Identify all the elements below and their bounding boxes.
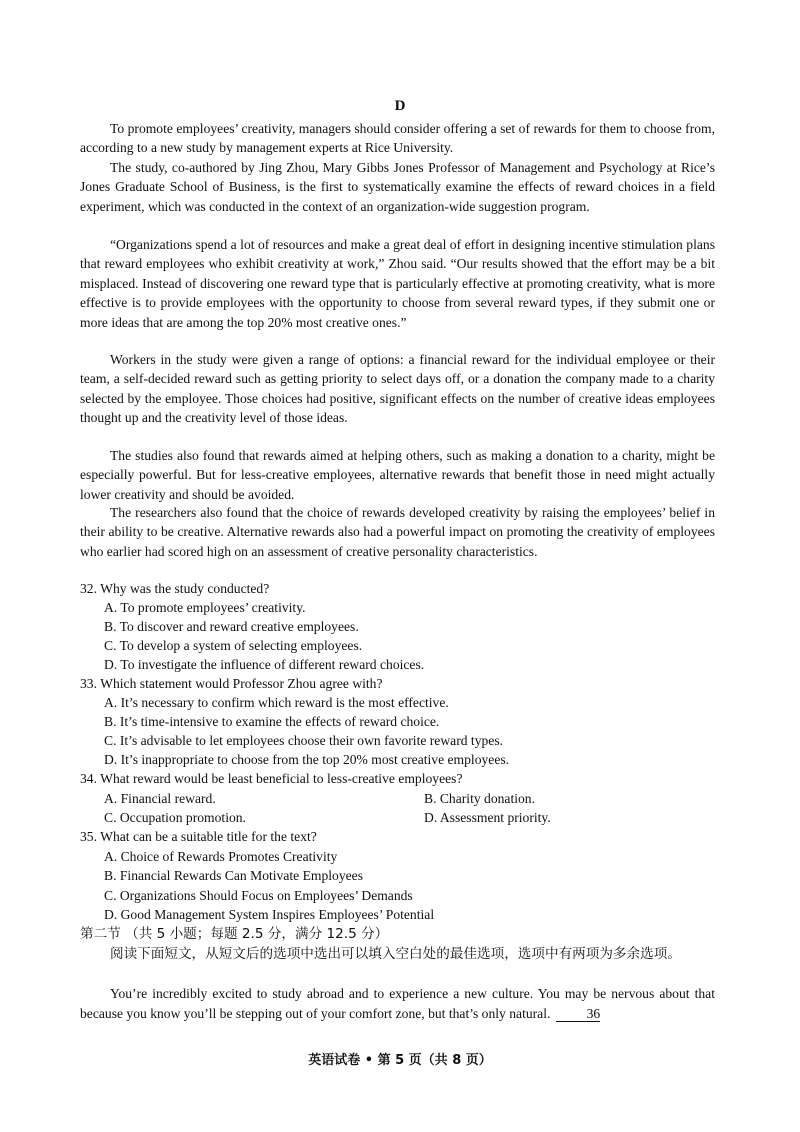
question-34-option-d: D. Assessment priority. — [424, 810, 551, 825]
section-2-heading: 第二节 （共 5 小题；每题 2.5 分，满分 12.5 分） — [80, 926, 389, 942]
question-33-option-a: A. It’s necessary to confirm which reward is the most effective. — [104, 695, 449, 710]
question-35-option-b: B. Financial Rewards Can Motivate Employees — [104, 868, 363, 883]
question-33-option-b: B. It’s time-intensive to examine the effects of reward choice. — [104, 714, 440, 729]
question-35-option-a: A. Choice of Rewards Promotes Creativity — [104, 849, 338, 864]
question-32-option-d: D. To investigate the influence of different reward choices. — [104, 657, 425, 672]
passage-paragraph-4: Workers in the study were given a range of options: a financial reward for the individual employee or their team, a self-decided reward such as getting priority to select days off, or a donation the company made to a charity selected by the employee. Those choices had positive, significant effects on the number of creative ideas employees thought up and the creativity level of those ideas. — [80, 352, 715, 426]
question-32-stem: 32. Why was the study conducted? — [80, 581, 270, 596]
question-32-option-a: A. To promote employees’ creativity. — [104, 600, 306, 615]
question-34-stem: 34. What reward would be least beneficial to less-creative employees? — [80, 771, 463, 786]
question-34-option-c: C. Occupation promotion. — [104, 810, 246, 825]
passage-paragraph-1: To promote employees’ creativity, managers should consider offering a set of rewards for them to choose from, according to a new study by management experts at Rice University. — [80, 121, 715, 156]
question-35-stem: 35. What can be a suitable title for the text? — [80, 829, 317, 844]
question-32-option-c: C. To develop a system of selecting employees. — [104, 638, 363, 653]
question-32-option-b: B. To discover and reward creative employees. — [104, 619, 359, 634]
section-2-instructions: 阅读下面短文，从短文后的选项中选出可以填入空白处的最佳选项，选项中有两项为多余选项。 — [110, 946, 681, 962]
section-2-passage-paragraph — [80, 984, 715, 1024]
section-2-passage-text: You’re incredibly excited to study abroad and to experience a new culture. You may be nervous about that because you know you’ll be stepping out of your comfort zone, but that’s only natural. — [80, 986, 715, 1021]
passage-paragraph-5: The studies also found that rewards aimed at helping others, such as making a donation to a charity, might be especially powerful. But for less-creative employees, alternative rewards that benefit those in need might actually lower creativity and should be avoided. — [80, 448, 715, 502]
passage-label: D — [394, 98, 406, 114]
question-33-option-d: D. It’s inappropriate to choose from the top 20% most creative employees. — [104, 752, 510, 767]
passage-paragraph-6: The researchers also found that the choice of rewards developed creativity by raising the employees’ belief in their ability to be creative. Alternative rewards also had a powerful impact on promoting the creativity of employees who earlier had scored high on an assessment of creative personality characteristics. — [80, 505, 715, 559]
blank-36[interactable]: 36 — [556, 1006, 600, 1022]
question-33-option-c: C. It’s advisable to let employees choose their own favorite reward types. — [104, 733, 504, 748]
question-35-option-c: C. Organizations Should Focus on Employees’ Demands — [104, 888, 413, 903]
question-34-option-a: A. Financial reward. — [104, 791, 216, 806]
question-35-option-d: D. Good Management System Inspires Employees’ Potential — [104, 907, 435, 922]
passage-paragraph-2: The study, co-authored by Jing Zhou, Mary Gibbs Jones Professor of Management and Psychology at Rice’s Jones Graduate School of Business, is the first to systematically examine the effects of reward choices in a field experiment, which was conducted in the context of an organization-wide suggestion program. — [80, 160, 715, 214]
question-33-stem: 33. Which statement would Professor Zhou agree with? — [80, 676, 383, 691]
question-34-option-b: B. Charity donation. — [424, 791, 536, 806]
passage-paragraph-3: “Organizations spend a lot of resources and make a great deal of effort in designing incentive stimulation plans that reward employees who exhibit creativity at work,” Zhou said. “Our results showed that the effort may be a bit misplaced. Instead of discovering one reward type that is particularly effective at promoting creativity, what is more effective is to provide employees with the opportunity to choose from several reward types, if they submit one or more ideas that are among the top 20% most creative ones.” — [80, 237, 715, 330]
page-footer: 英语试卷 • 第 5 页（共 8 页） — [308, 1053, 492, 1068]
